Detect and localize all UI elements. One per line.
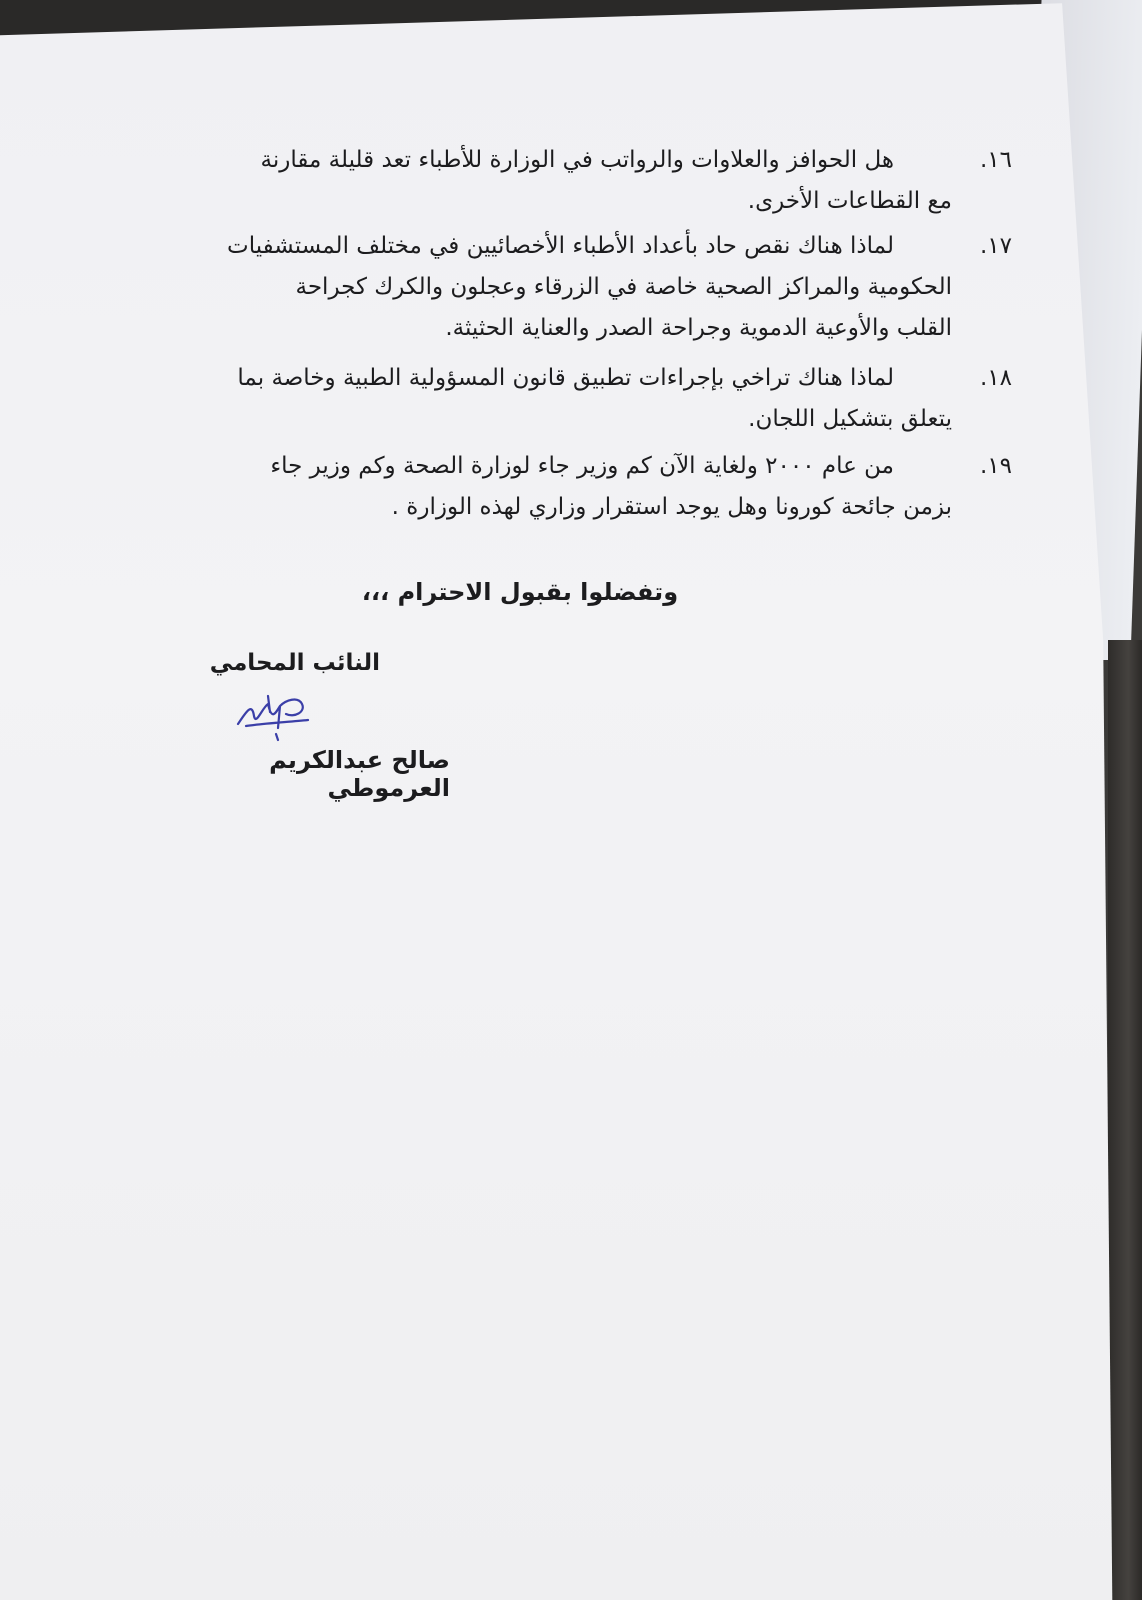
question-item-18 xyxy=(182,358,1012,440)
item-line: لماذا هناك نقص حاد بأعداد الأطباء الأخصائيين في مختلف المستشفيات xyxy=(227,233,894,259)
question-item-16 xyxy=(182,140,1012,222)
item-line: مع القطاعات الأخرى. xyxy=(747,188,952,214)
item-line: من عام ٢٠٠٠ ولغاية الآن كم وزير جاء لوزارة الصحة وكم وزير جاء xyxy=(270,453,894,479)
item-line: يتعلق بتشكيل اللجان. xyxy=(748,406,952,432)
item-number: ١٦. xyxy=(979,147,1012,173)
item-number: ١٨. xyxy=(979,365,1012,391)
handwritten-signature-icon xyxy=(228,682,328,742)
item-line: الحكومية والمراكز الصحية خاصة في الزرقاء وعجلون والكرك كجراحة xyxy=(295,274,952,300)
closing-salutation: وتفضلوا بقبول الاحترام ،،، xyxy=(361,578,679,606)
item-line: بزمن جائحة كورونا وهل يوجد استقرار وزاري لهذه الوزارة . xyxy=(391,494,952,520)
question-item-19 xyxy=(182,446,1012,528)
item-number: ١٧. xyxy=(979,233,1012,259)
signer-title: النائب المحامي xyxy=(209,650,380,676)
item-line: هل الحوافز والعلاوات والرواتب في الوزارة للأطباء تعد قليلة مقارنة xyxy=(260,147,894,173)
question-item-17 xyxy=(182,226,1012,349)
item-line: القلب والأوعية الدموية وجراحة الصدر والعناية الحثيثة. xyxy=(445,315,952,341)
item-line: لماذا هناك تراخي بإجراءات تطبيق قانون المسؤولية الطبية وخاصة بما xyxy=(237,365,894,391)
signer-name: صالح عبدالكريم العرموطي xyxy=(269,746,450,802)
item-number: ١٩. xyxy=(979,453,1012,479)
